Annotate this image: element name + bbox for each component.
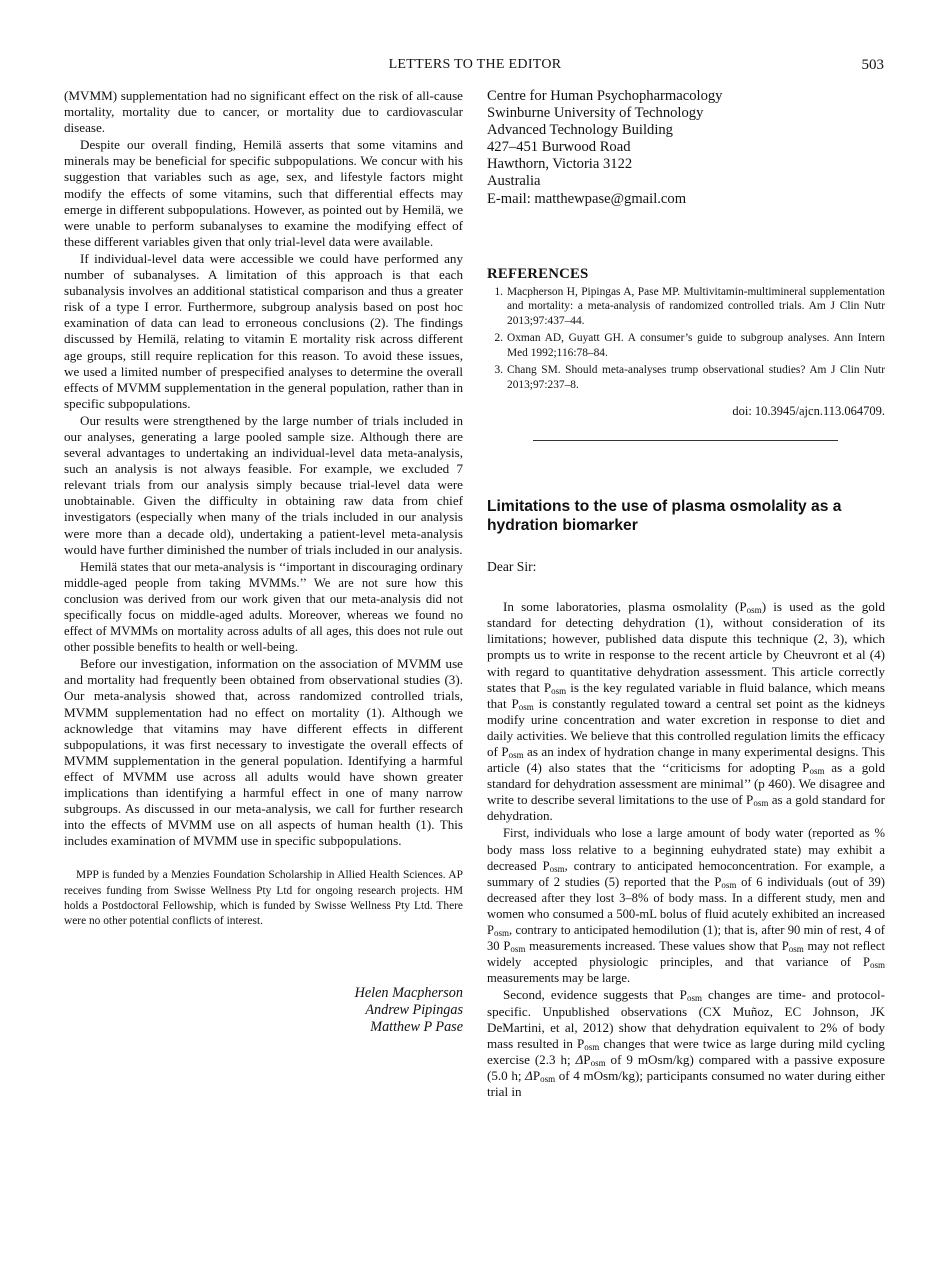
left-column xyxy=(64,88,463,1036)
reference-number: 2. xyxy=(494,332,503,345)
running-title: LETTERS TO THE EDITOR xyxy=(388,57,562,72)
page-number: 503 xyxy=(861,57,884,73)
address-line: Advanced Technology Building xyxy=(487,122,673,139)
paragraph: Hemilä states that our meta-analysis is ‘‘important in discouraging ordinary middle-aged people from taking MVMMs.’’ We are not sure how this conclusion was derived from our work given that our meta-analysis did not specifically focus on middle-aged adults. Moreover, whereas we found no effect of MVMMs on mortality across adults of all ages, this does not rule out other possible benefits to health or well-being. xyxy=(64,559,463,655)
paragraph: (MVMM) supplementation had no significant effect on the risk of all-cause mortality, mortality due to cancer, or mortality due to cardiovascular disease. xyxy=(64,88,463,136)
references-heading: REFERENCES xyxy=(487,265,589,282)
running-header xyxy=(0,57,950,77)
reference-item xyxy=(487,331,885,360)
doi: doi: 10.3945/ajcn.113.064709. xyxy=(732,404,885,419)
paragraph: Second, evidence suggests that $P_{osm}$ changes are time- and protocol-specific. Unpublished observations (CX Muñoz, EC Johnson, JK DeMartini, et al, 2012) show that dehydration equivalent to 2% of body mass resulted in $P_{osm}$ changes that were twice as large during mild cycling exercise (2.3 h; $\Delta P_{osm}$ of 9 mOsm/kg) compared with a passive exposure (5.0 h; $\Delta P_{osm}$ of 4 mOsm/kg); participants consumed no water during either trial in xyxy=(487,987,886,1099)
email-line: E-mail: matthewpase@gmail.com xyxy=(487,190,687,207)
reference-text: Oxman AD, Guyatt GH. A consumer’s guide to subgroup analyses. Ann Intern Med 1992;116:78–84. xyxy=(507,332,885,359)
article-title: Limitations to the use of plasma osmolality as a hydration biomarker xyxy=(487,498,842,535)
author-name: Andrew Pipingas xyxy=(365,1001,463,1018)
author-name: Helen Macpherson xyxy=(354,984,463,1001)
paragraph: If individual-level data were accessible we could have performed any number of subanalyses. A limitation of this approach is that each subanalysis involves an additional statistical comparison and thus a greater risk of a type I error. Furthermore, subgroup analysis based on post hoc examination of data can lead to erroneous conclusions (2). The findings discussed by Hemilä, relating to vitamin E mortality risk across different age groups, still require replication for this reason. To avoid these issues, we used a limited number of prespecified analyses to determine the overall effects of MVMM supplementation in the general population, rather than in specific subpopulations. xyxy=(64,250,463,411)
paragraph: First, individuals who lose a large amount of body water (reported as % body mass loss relative to a beginning euhydrated state) may exhibit a decreased $P_{osm}$, contrary to anticipated hemoconcentration. For example, a summary of 2 studies (5) reported that the $P_{osm}$ of 6 individuals (out of 39) decreased after they lost 3–8% of body mass. In a different study, men and women who consumed a 500-mL bolus of fluid acutely exhibited an increased $P_{osm}$, contrary to anticipated hemodilution (1); that is, after 90 min of rest, 4 of 30 $P_{osm}$ measurements increased. These values show that $P_{osm}$ may not reflect widely accepted physiologic principles, and that variance of $P_{osm}$ measurements may be large. xyxy=(487,826,885,986)
letter-body xyxy=(487,599,885,1100)
right-column xyxy=(487,88,885,1101)
paragraph: Before our investigation, information on the association of MVMM use and mortality had frequently been obtained from observational studies (3). Our meta-analysis showed that, across randomized controlled trials, MVMM supplementation had no effect on mortality (1). Although we acknowledge that vitamins may have different effects in different subpopulations, it was first necessary to investigate the overall effects of MVMM supplementation in the general population. Identifying a harmful effect of MVMM use across all adults would have shown greater implications than identifying a harmful effect in one of many narrow subgroups. As discussed in our meta-analysis, we call for further research into the effects of MVMM use on all aspects of human health (1). This includes examination of MVMM use in specific subpopulations. xyxy=(64,656,463,849)
reference-number: 1. xyxy=(494,285,503,298)
funding-statement: MPP is funded by a Menzies Foundation Scholarship in Allied Health Sciences. AP receives funding from Swisse Wellness Pty Ltd for ongoing research projects. HM holds a Postdoctoral Fellowship, which is funded by Swisse Wellness Pty Ltd. There were no other potential conflicts of interest. xyxy=(64,869,463,927)
address-line: Australia xyxy=(487,173,541,190)
author-address xyxy=(487,88,885,208)
reference-text: Macpherson H, Pipingas A, Pase MP. Multivitamin-multimineral supplementation and mortality: a meta-analysis of randomized controlled trials. Am J Clin Nutr 2013;97:437–44. xyxy=(507,285,885,327)
address-line: Hawthorn, Victoria 3122 xyxy=(487,156,633,173)
author-name: Matthew P Pase xyxy=(370,1018,463,1035)
paragraph: Our results were strengthened by the large number of trials included in our analyses, generating a large pooled sample size. Although there are several advantages to undertaking an individual-level data meta-analysis, such an analysis is not always feasible. For example, we excluded 7 relevant trials from our analysis simply because trial-level data were unobtainable. Given the difficulty in obtaining raw data from chief investigators (especially when many of the trials included in our analysis were more than a decade old), undertaking a patient-level meta-analysis would have further diminished the number of trials included in our analysis. xyxy=(64,412,463,557)
reference-number: 3. xyxy=(494,364,503,377)
address-line: 427–451 Burwood Road xyxy=(487,139,631,156)
reference-item xyxy=(487,363,885,392)
reference-list xyxy=(487,285,885,393)
reference-text: Chang SM. Should meta-analyses trump observational studies? Am J Clin Nutr 2013;97:237–8. xyxy=(507,364,885,391)
paragraph: In some laboratories, plasma osmolality $(P_{osm})$ is used as the gold standard for detecting dehydration (1), without consideration of its limitations; however, published data dispute this technique (2, 3), which prompts us to write in response to the recent article by Cheuvront et al (4) with regard to quantitative dehydration assessment. This article correctly states that $P_{osm}$ is the key regulated variable in fluid balance, which means that $P_{osm}$ is constantly regulated toward a central set point as the kidneys modify urine concentration and water excretion in response to diet and daily activities. We believe that this controlled regulation limits the efficacy of $P_{osm}$ as an index of hydration change in many experimental designs. This article (4) also states that the ‘‘criticisms for adopting $P_{osm}$ as a gold standard for dehydration assessment are minimal’’ (p 460). We disagree and write to describe several limitations to the use of $P_{osm}$ as a gold standard for dehydration. xyxy=(487,599,886,824)
author-signatures xyxy=(64,985,463,1036)
address-line: Centre for Human Psychopharmacology xyxy=(487,88,723,104)
address-line: Swinburne University of Technology xyxy=(487,105,704,122)
reference-item xyxy=(487,285,885,329)
paragraph: Despite our overall finding, Hemilä asserts that some vitamins and minerals may be beneficial for specific subpopulations. We concur with his suggestion that variables such as age, sex, and lifestyle factors might modify the effects of some vitamins, such that differential effects may emerge in different subpopulations. However, as pointed out by Hemilä, we were unable to perform subanalyses to examine the modifying effect of these different variables given that only trial-level data were available. xyxy=(64,137,463,249)
section-divider xyxy=(533,440,838,441)
salutation: Dear Sir: xyxy=(487,559,537,575)
